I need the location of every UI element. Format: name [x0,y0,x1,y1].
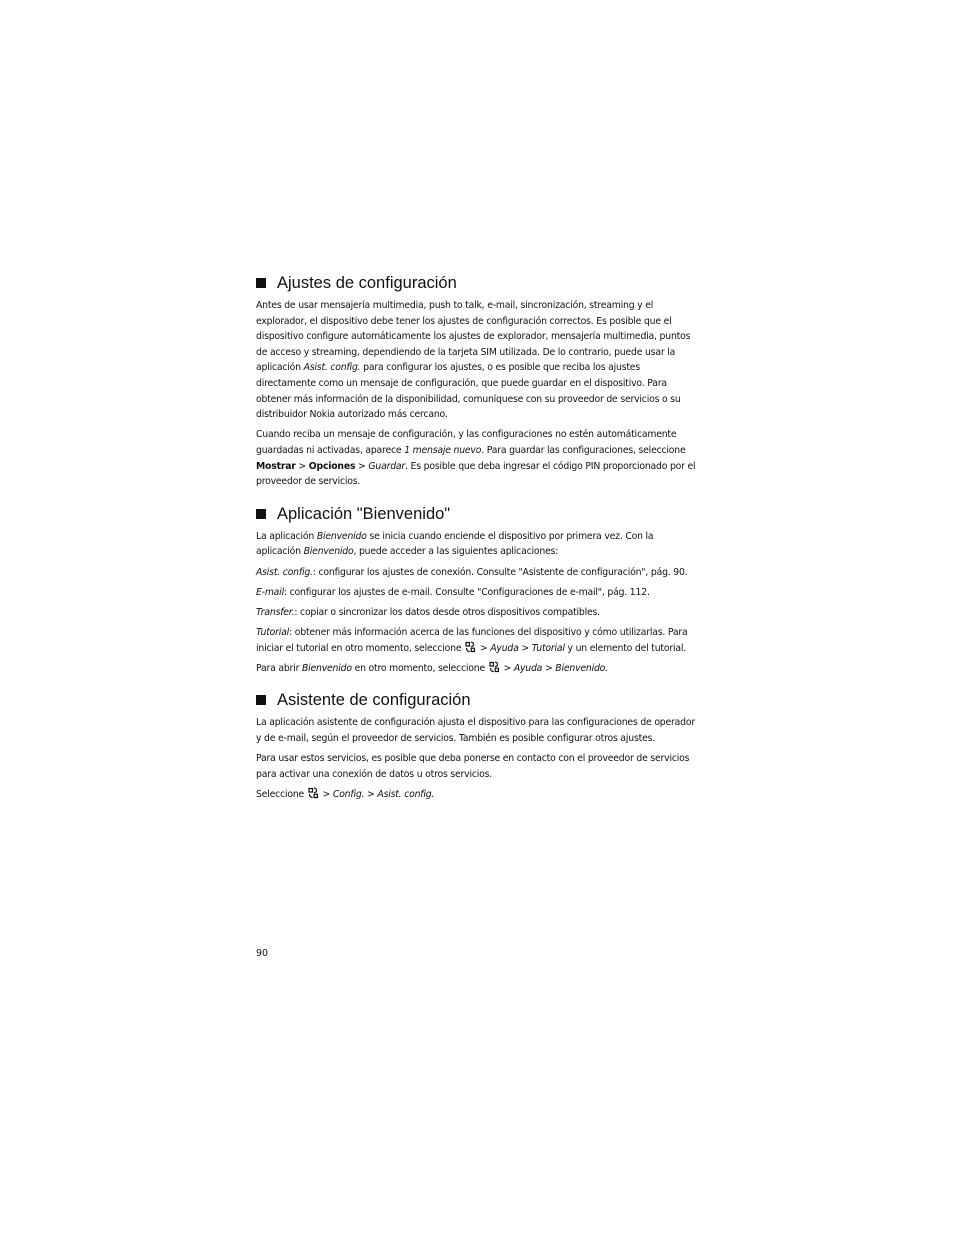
body-paragraph [256,751,701,782]
square-bullet-icon [256,695,266,705]
section [256,272,701,490]
body-paragraph [256,661,701,677]
italic-term: Bienvenido [316,530,367,542]
square-bullet-icon [256,509,266,519]
page-number: 90 [256,948,269,959]
text-run: Para usar estos servicios, es posible que deba ponerse en contacto con el proveedor de servicios para activar una conexión de datos u otros servicios. [256,753,690,780]
menu-key-icon [308,787,319,799]
body-paragraph [256,298,701,423]
section-title: Ajustes de configuración [277,274,457,292]
italic-term: Asist. config. [256,566,313,578]
italic-term: Tutorial [531,642,565,654]
menu-key-icon [465,641,476,653]
italic-term: Tutorial [256,627,290,639]
text-run: . Es posible que deba ingresar el código PIN proporcionado por el proveedor de servicios. [256,460,696,488]
body-paragraph [256,605,701,621]
text-run: y un elemento del tutorial. [564,642,686,654]
section [256,503,701,677]
text-run: > [518,642,532,654]
text-run: Seleccione [256,789,307,800]
italic-term: Ayuda [513,662,543,674]
italic-term: Bienvenido [303,546,354,558]
square-bullet-icon [256,278,266,288]
italic-term: Ayuda [490,642,519,654]
italic-term: 1 mensaje nuevo [404,444,482,456]
section-title: Asistente de configuración [277,691,471,710]
text-run: > [477,642,491,654]
section [256,689,701,802]
text-run: : configurar los ajustes de conexión. Consulte "Asistente de configuración", pág. 90. [312,566,688,578]
bold-term: Opciones [308,460,356,472]
text-run: . [605,662,608,674]
text-run: , puede acceder a las siguientes aplicaciones: [353,546,559,558]
italic-term: Transfer. [256,606,295,618]
text-run: > [295,460,309,472]
italic-term: Asist. config. [303,362,361,374]
body-paragraph [256,625,701,656]
text-run: para configurar los ajustes, o es posible que reciba los ajustes directamente como un mensaje de configuración, que puede guardar en el dispositivo. Para obtener más información de la disponibilidad, comuníquese con su proveedor de servicios o su distribuidor Nokia autorizado más cercano. [256,362,681,421]
italic-term: E-mail [256,586,284,598]
text-run: : copiar o sincronizar los datos desde otros dispositivos compatibles. [294,606,600,618]
text-run: > [319,789,333,800]
bold-term: Mostrar [256,460,296,472]
body-paragraph [256,787,701,803]
body-paragraph [256,585,701,601]
text-run: : configurar los ajustes de e-mail. Consulte "Configuraciones de e-mail", pág. 112. [283,586,650,598]
text-run: > [542,662,556,674]
body-paragraph [256,565,701,581]
text-run: > [364,789,378,800]
text-run: > [355,460,369,472]
text-run: en otro momento, seleccione [351,662,488,674]
section-heading [256,689,701,711]
italic-term: Bienvenido [301,662,352,674]
menu-key-icon [489,661,500,673]
italic-term: Config. [332,789,365,800]
text-run: . Para guardar las configuraciones, seleccione [481,444,686,456]
italic-term: Guardar [368,460,406,472]
text-run: Cuando reciba un mensaje de configuración, y las configuraciones no estén automáticamente guardadas ni activadas, aparece [256,429,677,456]
body-paragraph [256,529,701,560]
text-run: se inicia cuando enciende el dispositivo por primera vez. Con la aplicación [256,530,654,558]
section-title: Aplicación "Bienvenido" [277,504,451,523]
page-body [256,272,701,816]
italic-term: Asist. config. [377,789,435,800]
italic-term: Bienvenido [555,662,606,674]
body-paragraph [256,715,701,746]
text-run: La aplicación asistente de configuración ajusta el dispositivo para las configuraciones de operador y de e-mail, según el proveedor de servicios. También es posible configurar otros ajustes. [256,717,695,745]
text-run: > [500,662,514,674]
section-heading [256,503,701,525]
text-run: : obtener más información acerca de las funciones del dispositivo y cómo utilizarlas. Para iniciar el tutorial en otro momento, seleccione [256,627,688,654]
section-heading [256,272,701,294]
text-run: Para abrir [256,662,302,674]
text-run: La aplicación [256,530,317,542]
body-paragraph [256,427,701,489]
text-run: Antes de usar mensajería multimedia, push to talk, e-mail, sincronización, streaming y el explorador, el dispositivo debe tener los ajustes de configuración correctos. Es posible que el dispositivo configure automáticamente los ajustes de explorador, mensajería multimedia, puntos de acceso y streaming, dependiendo de la tarjeta SIM utilizada. De lo contrario, puede usar la aplicación [256,300,691,374]
